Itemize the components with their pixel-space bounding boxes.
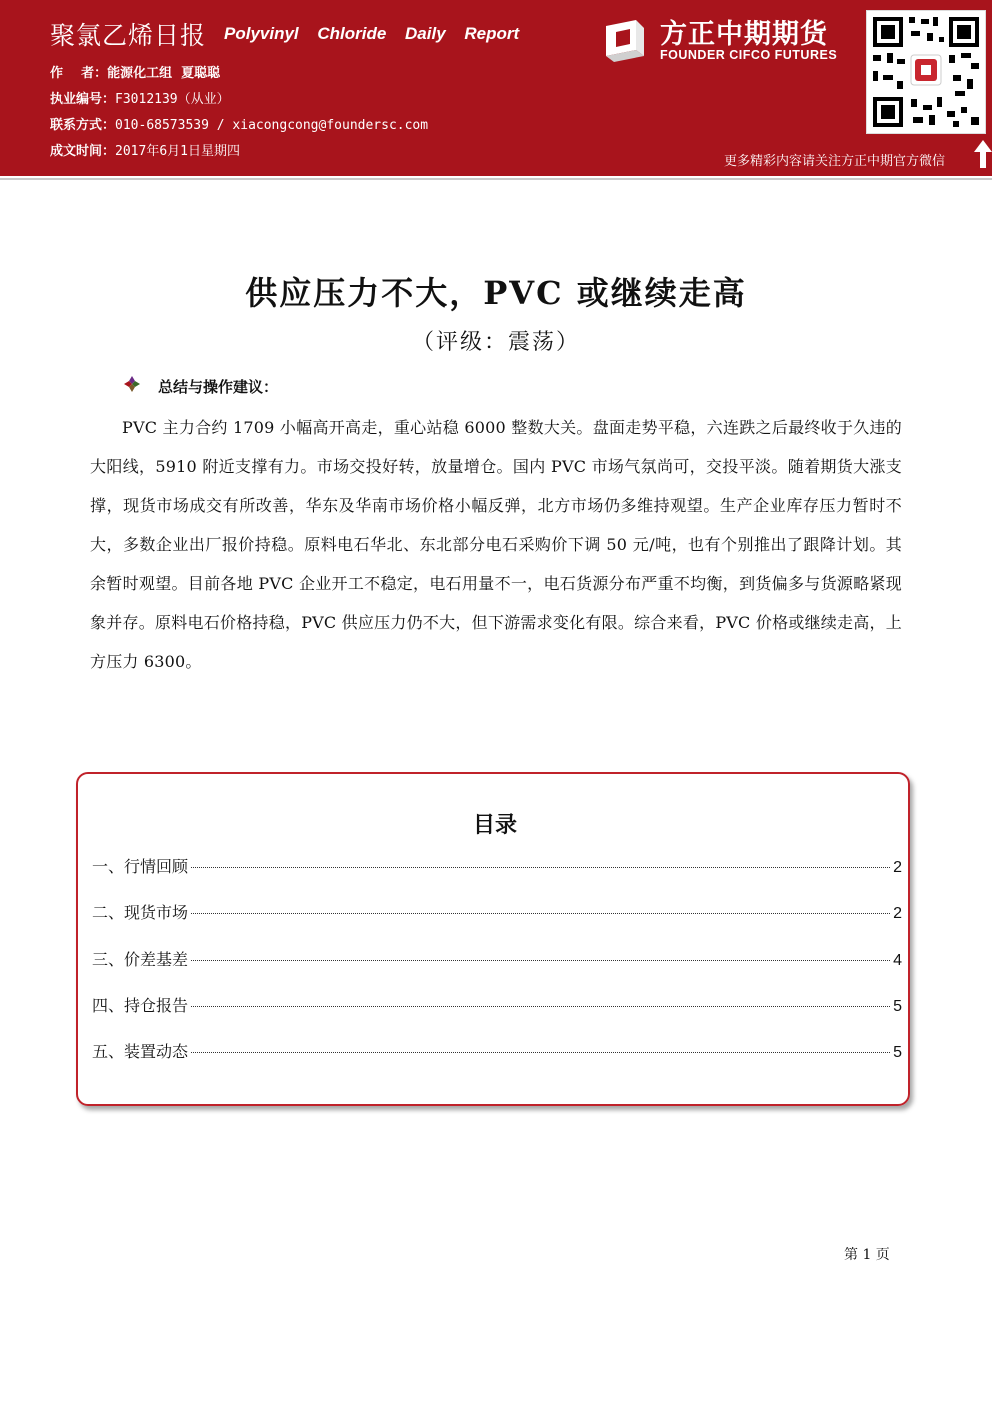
logo-text-en: FOUNDER CIFCO FUTURES	[660, 48, 838, 62]
toc-item-page: 4	[893, 952, 902, 969]
up-arrow-icon	[974, 140, 992, 168]
license-line	[50, 88, 230, 107]
toc-title: 目录	[472, 813, 517, 838]
header-divider-shadow	[0, 178, 992, 180]
toc-leader	[191, 913, 890, 914]
bullet-diamond-icon	[124, 376, 146, 396]
toc-item[interactable]	[92, 993, 902, 1017]
date-label: 成文时间：	[50, 144, 116, 159]
toc-item[interactable]	[92, 900, 902, 924]
toc-item-page: 5	[893, 1044, 902, 1061]
follow-wechat-text: 更多精彩内容请关注方正中期官方微信	[724, 154, 946, 169]
report-header	[0, 0, 992, 172]
report-title-en: Polyvinyl Chloride Daily Report	[224, 24, 520, 43]
page-number: 第 1 页	[844, 1247, 890, 1263]
toc-item[interactable]	[92, 947, 902, 971]
table-of-contents	[76, 772, 910, 1106]
report-headline: 供应压力不大，PVC 或继续走高	[245, 274, 747, 312]
date-value: 2017年6月1日星期四	[115, 144, 240, 159]
license-value: F3012139（从业）	[115, 92, 230, 107]
toc-item-page: 2	[893, 905, 902, 922]
founder-logo	[602, 12, 860, 68]
contact-line	[50, 114, 428, 133]
logo-text-cn: 方正中期期货	[660, 19, 828, 50]
toc-leader	[191, 1052, 890, 1053]
report-rating: （评级：震荡）	[411, 330, 580, 355]
toc-item-label: 三、价差基差	[92, 950, 189, 969]
toc-leader	[191, 1006, 890, 1007]
qr-code-icon	[866, 10, 986, 134]
summary-paragraph: PVC 主力合约 1709 小幅高开高走，重心站稳 6000 整数大关。盘面走势平稳，六连跌之后最终收于久违的大阳线，5910 附近支撑有力。市场交投好转，放量增仓。国内 PVC 市场气氛尚可，交投平淡。随着期货大涨支撑，现货市场成交有所改善，华东及华南市场价格小幅反弹，北方市场仍多维持观望。生产企业库存压力暂时不大，多数企业出厂报价持稳。原料电石华北、东北部分电石采购价下调 50 元/吨，也有个别推出了跟降计划。其余暂时观望。目前各地 PVC 企业开工不稳定，电石用量不一，电石货源分布严重不均衡，到货偏多与货源略紧现象并存。原料电石价格持稳，PVC 供应压力仍不大，但下游需求变化有限。综合来看，PVC 价格或继续走高，上方压力 6300。	[90, 418, 902, 671]
summary-heading	[124, 376, 278, 397]
toc-item[interactable]	[92, 1039, 902, 1063]
toc-item-label: 四、持仓报告	[92, 996, 189, 1015]
author-label: 作 者：	[50, 66, 108, 81]
header-divider	[0, 172, 992, 176]
founder-logo-icon	[602, 16, 648, 62]
toc-leader	[191, 867, 890, 868]
toc-item[interactable]	[92, 854, 902, 878]
toc-item-label: 二、现货市场	[92, 903, 189, 922]
summary-heading-text: 总结与操作建议：	[158, 378, 279, 396]
toc-item-page: 2	[893, 859, 902, 876]
contact-value[interactable]: 010-68573539 / xiacongcong@foundersc.com	[115, 118, 429, 133]
report-title-cn: 聚氯乙烯日报	[50, 21, 207, 50]
toc-item-label: 一、行情回顾	[92, 857, 189, 876]
toc-leader	[191, 960, 890, 961]
toc-item-label: 五、装置动态	[92, 1042, 189, 1061]
author-line	[50, 62, 220, 81]
author-value: 能源化工组 夏聪聪	[107, 66, 221, 81]
contact-label: 联系方式：	[50, 118, 116, 133]
license-label: 执业编号：	[50, 92, 116, 107]
toc-item-page: 5	[893, 998, 902, 1015]
date-line	[50, 140, 240, 159]
